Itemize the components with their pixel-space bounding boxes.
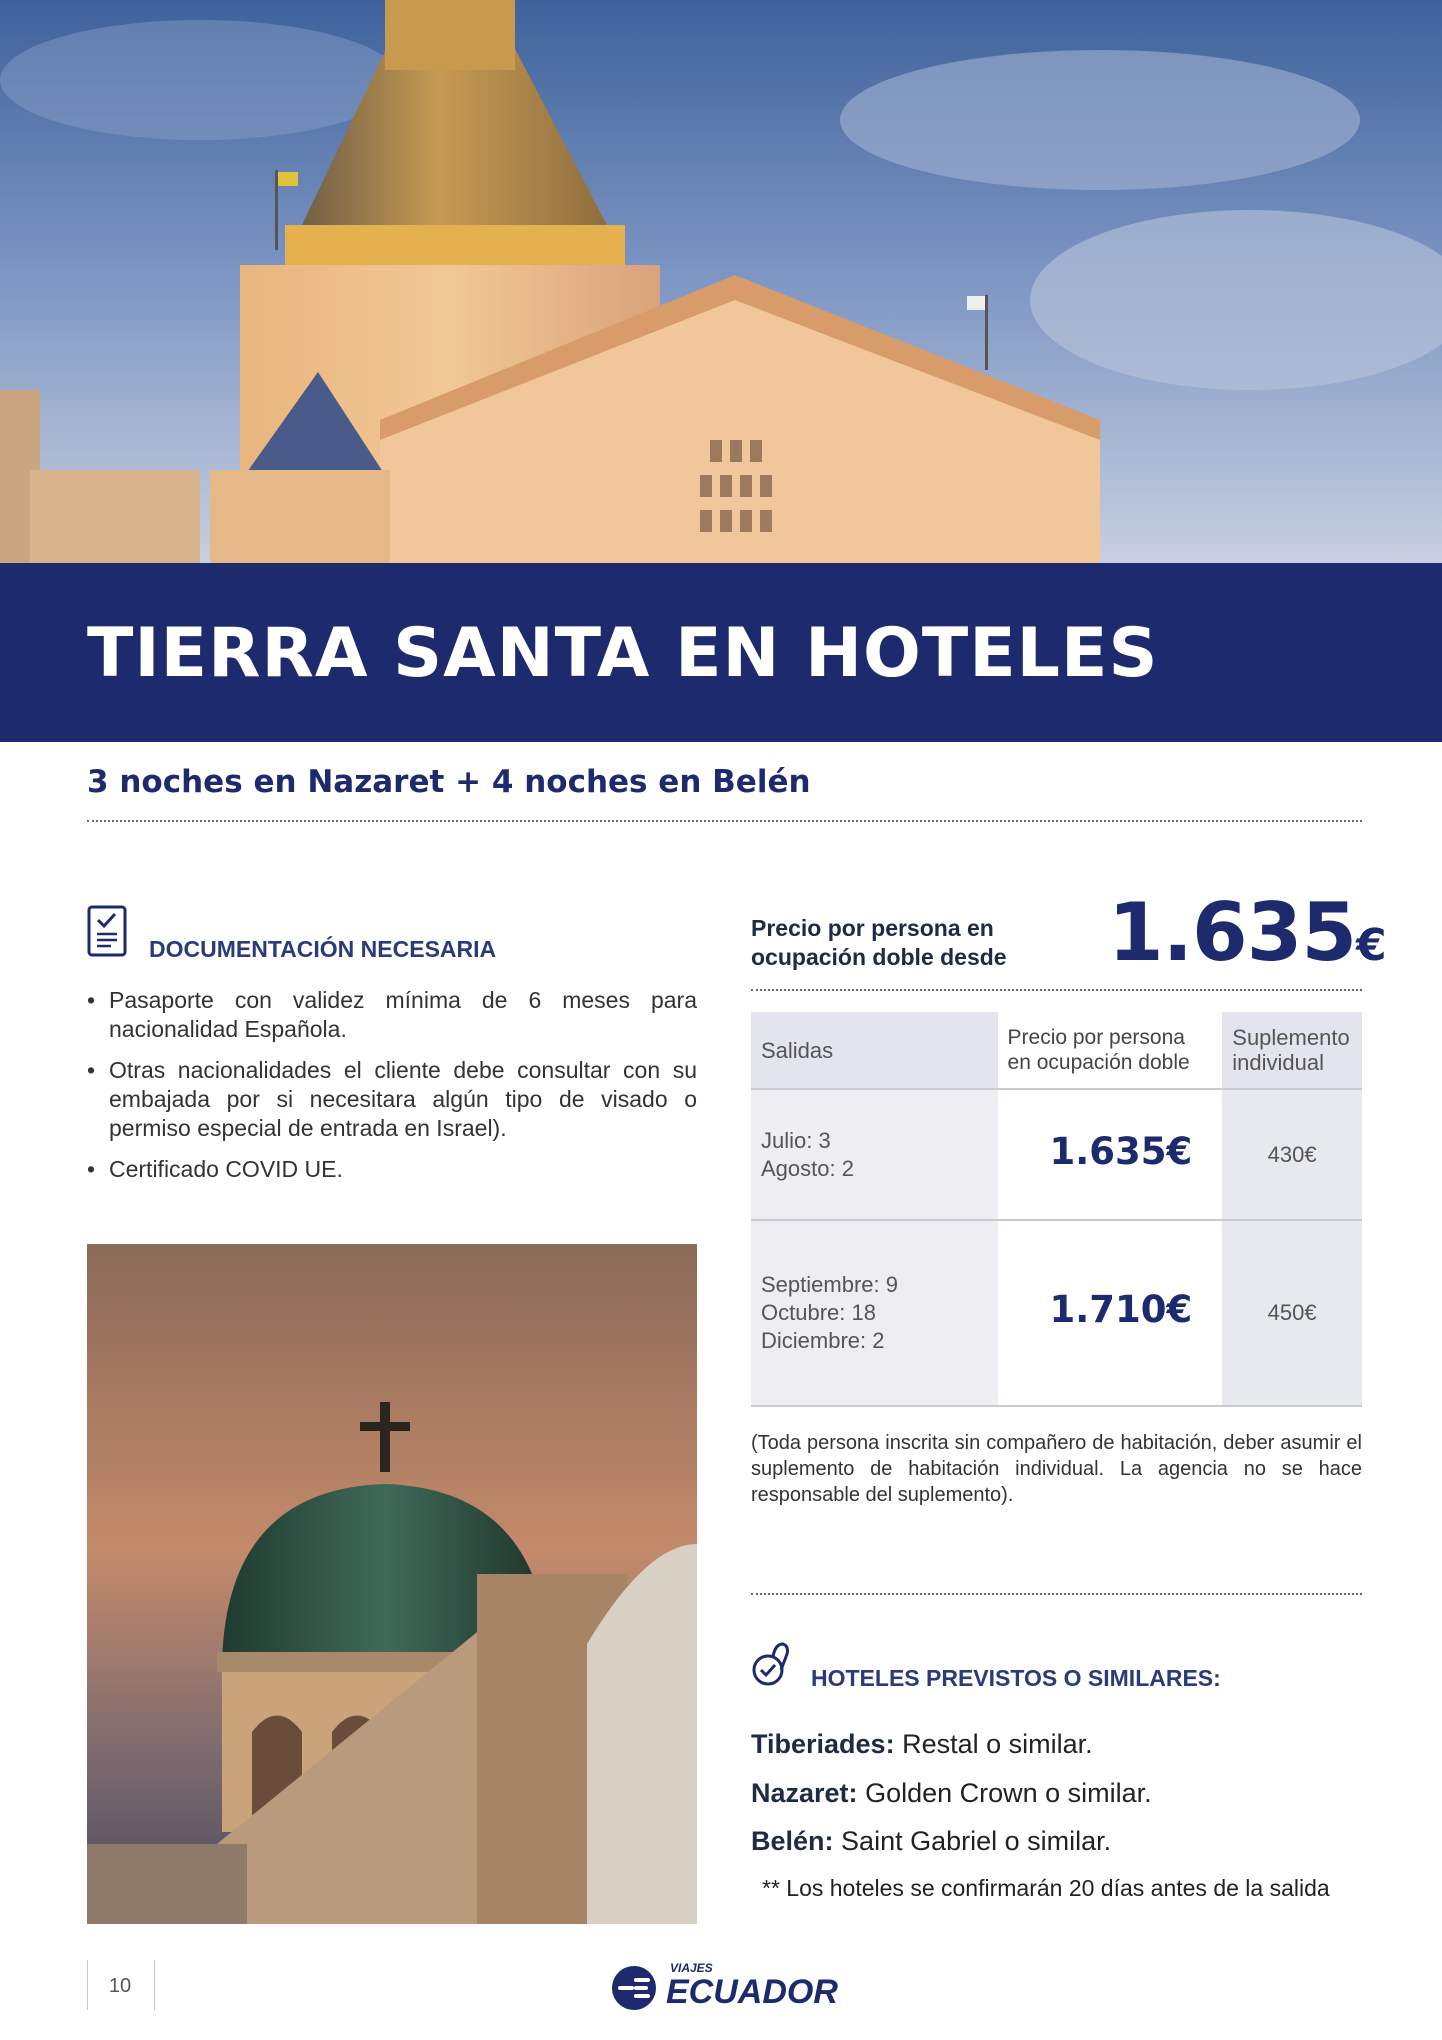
row-price: [998, 1089, 1223, 1220]
table-row: [751, 1089, 1362, 1220]
row-supplement: 450€: [1222, 1220, 1362, 1406]
hotel-check-icon: [751, 1640, 791, 1688]
price-label: Precio por persona en ocupación doble desde: [751, 915, 1007, 970]
subtitle: 3 noches en Nazaret + 4 noches en Belén: [87, 764, 811, 800]
column-header-departures: Salidas: [751, 1012, 998, 1089]
page-number: 10: [108, 1975, 132, 1997]
date-line: Julio: 3: [761, 1127, 831, 1153]
divider: [751, 989, 1362, 991]
hotel-city: Nazaret:: [751, 1778, 858, 1808]
logo-small-text: VIAJES: [670, 1961, 713, 1975]
list-item: • Pasaporte con validez mínima de 6 meses para nacionalidad Española.: [87, 986, 697, 1044]
documentation-heading: DOCUMENTACIÓN NECESARIA: [149, 936, 497, 962]
list-item: • Certificado COVID UE.: [87, 1155, 697, 1184]
price-amount: [1108, 886, 1386, 979]
logo-main-text: ECUADOR: [666, 1973, 838, 2011]
hotels-heading: HOTELES PREVISTOS O SIMILARES:: [811, 1665, 1221, 1691]
list-item: • Otras nacionalidades el cliente debe consultar con su embajada por si necesitara algún tipo de visado o permiso especial de entrada en Israel).: [87, 1056, 697, 1143]
hotel-name: Saint Gabriel o similar.: [841, 1826, 1112, 1856]
hotel-entry: [751, 1778, 1152, 1809]
row-supplement: 430€: [1222, 1089, 1362, 1220]
price-value: 1.635: [1108, 886, 1357, 979]
hotel-entry: [751, 1826, 1111, 1857]
price-table: [751, 1012, 1362, 1407]
column-header-price: Precio por persona en ocupación doble: [998, 1012, 1223, 1089]
documentation-list: [87, 986, 697, 1196]
page-title: TIERRA SANTA EN HOTELES: [87, 614, 1159, 693]
row-price: [998, 1220, 1223, 1406]
price-currency: €: [1356, 920, 1386, 971]
departure-dates: [751, 1089, 998, 1220]
checklist-icon: [87, 905, 127, 957]
table-header-row: [751, 1012, 1362, 1089]
date-line: Diciembre: 2: [761, 1328, 885, 1353]
hotels-note: ** Los hoteles se confirmarán 20 días antes de la salida: [762, 1875, 1330, 1901]
column-header-supplement: Suplemento individual: [1222, 1012, 1362, 1089]
date-line: Octubre: 18: [761, 1300, 876, 1325]
hotel-city: Tiberiades:: [751, 1729, 895, 1759]
hotel-name: Golden Crown o similar.: [865, 1778, 1152, 1808]
hotel-entry: [751, 1729, 1093, 1760]
table-row: [751, 1220, 1362, 1406]
hotel-city: Belén:: [751, 1826, 834, 1856]
divider: [87, 820, 1362, 822]
viajes-ecuador-logo: [610, 1958, 840, 2012]
date-line: Septiembre: 9: [761, 1272, 898, 1297]
hero-photo-basilica: [0, 0, 1442, 563]
church-dome-photo: [87, 1244, 697, 1924]
date-line: Agosto: 2: [761, 1155, 854, 1181]
hotel-name: Restal o similar.: [902, 1729, 1093, 1759]
row-price-value: 1.710€: [1049, 1288, 1193, 1331]
divider: [751, 1593, 1362, 1595]
departure-dates: [751, 1220, 998, 1406]
supplement-note: (Toda persona inscrita sin compañero de habitación, deber asumir el suplemento de habitación individual. La agencia no se hace responsable del suplemento).: [751, 1432, 1362, 1506]
row-price-value: 1.635€: [1049, 1129, 1193, 1173]
